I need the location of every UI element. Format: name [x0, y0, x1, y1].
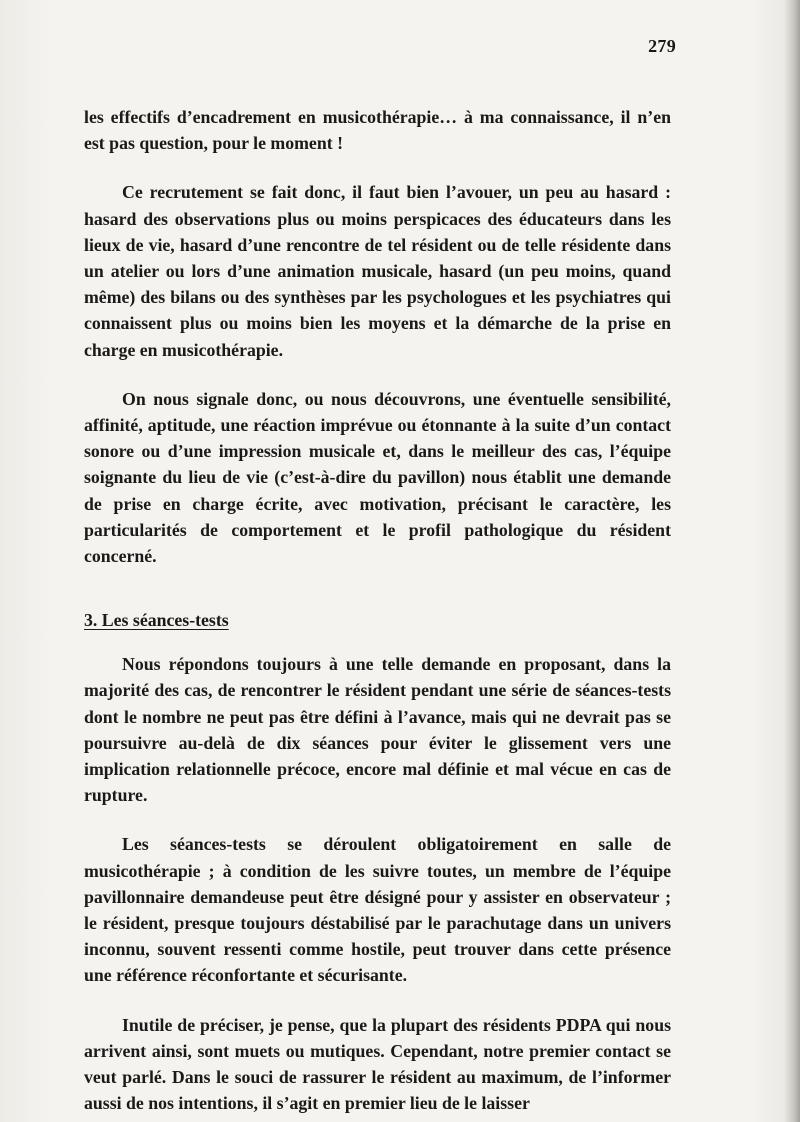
- paragraph-residents: Inutile de préciser, je pense, que la plupart des résidents PDPA qui nous arrivent ainsi, sont muets ou mutiques. Cependant, notre premier contact se veut parlé. Dans le souci de rassurer le résident au maximum, de l’informer aussi de nos intentions, il s’agit en premier lieu de le laisser: [84, 1014, 671, 1114]
- section-heading: 3. Les séances-tests: [84, 610, 229, 631]
- paragraph-response: Nous répondons toujours à une telle demande en proposant, dans la majorité des cas, de rencontrer le résident pendant une série de séances-tests dont le nombre ne peut pas être défini à l’avance, mais qui ne devrait pas se poursuivre au-delà de dix séances pour éviter le glissement vers une implication relationnelle précoce, encore mal définie et mal vécue en cas de rupture.: [84, 654, 671, 806]
- page-edge-shadow: [784, 0, 800, 1122]
- paragraph-continuation: les effectifs d’encadrement en musicothérapie… à ma connaissance, il n’en est pas question, pour le moment !: [84, 107, 671, 154]
- paragraph-signal: On nous signale donc, ou nous découvrons, une éventuelle sensibilité, affinité, aptitude, une réaction imprévue ou étonnante à la suite d’un contact sonore ou d’une impression musicale et, dans le meilleur des cas, l’équipe soignante du lieu de vie (c’est-à-dire du pavillon) nous établit une demande de prise en charge écrite, avec motivation, précisant le caractère, les particularités de comportement et le profil pathologique du résident concerné.: [84, 388, 671, 567]
- paragraph-sessions: Les séances-tests se déroulent obligatoirement en salle de musicothérapie ; à condition de les suivre toutes, un membre de l’équipe pavillonnaire demandeuse peut être désigné pour y assister en observateur ; le résident, presque toujours déstabilisé par le parachutage dans un univers inconnu, souvent ressenti comme hostile, peut trouver dans cette présence une référence réconfortante et sécurisante.: [84, 834, 671, 986]
- page-number: 279: [648, 36, 676, 56]
- paragraph-recruitment: Ce recrutement se fait donc, il faut bien l’avouer, un peu au hasard : hasard des observations plus ou moins perspicaces des éducateurs dans les lieux de vie, hasard d’une rencontre de tel résident ou de telle résidente dans un atelier ou lors d’une animation musicale, hasard (un peu moins, quand même) des bilans ou des synthèses par les psychologues et les psychiatres qui connaissent plus ou moins bien les moyens et la démarche de la prise en charge en musicothérapie.: [84, 182, 671, 360]
- section-heading-wrap: [84, 607, 671, 633]
- page-body: [84, 104, 671, 1117]
